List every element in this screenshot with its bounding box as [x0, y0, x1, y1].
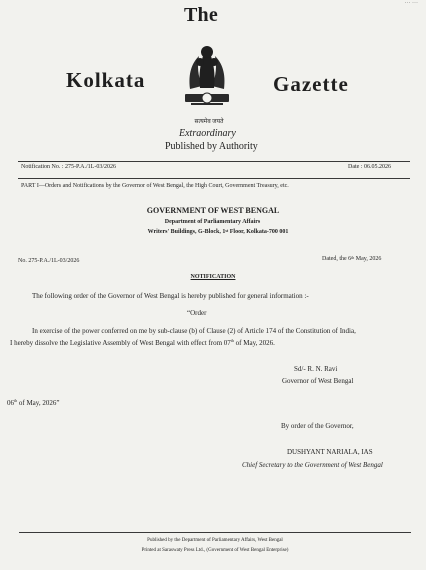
department-name: Department of Parliamentary Affairs — [164, 219, 261, 225]
government-name: GOVERNMENT OF WEST BENGAL — [146, 206, 280, 215]
by-order-text: By order of the Governor, — [281, 422, 354, 430]
corner-note: … … — [404, 0, 418, 5]
extraordinary-label: Extraordinary — [179, 128, 236, 139]
signatory-line-2: Governor of West Bengal — [282, 377, 354, 385]
part-text: PART I—Orders and Notifications by the Governor of West Bengal, the High Court, Government Treasury, etc. — [21, 183, 289, 189]
notification-number-label: Notification No. : 275-P.A./1L-03/2026 — [21, 164, 116, 170]
gazette-title-left: Kolkata — [66, 68, 146, 92]
intro-paragraph: The following order of the Governor of West Bengal is hereby published for general information :- — [32, 292, 309, 300]
top-rule — [18, 161, 410, 162]
order-heading: “Order — [187, 309, 207, 317]
state-emblem-icon — [178, 38, 236, 120]
notification-number: No. 275-P.A./1L-03/2026 — [18, 258, 80, 264]
published-by-authority: Published by Authority — [165, 141, 258, 152]
notification-date: Dated, the 6th May, 2026 — [322, 255, 382, 262]
order-line-2: I hereby dissolve the Legislative Assembly of West Bengal with effect from 07th of May, 2026. — [10, 338, 275, 347]
footer-rule — [19, 532, 411, 533]
order-line-1: In exercise of the power conferred on me by sub-clause (b) of Clause (2) of Article 174 of the Constitution of India, — [32, 327, 356, 335]
closing-date: 06th of May, 2026” — [7, 398, 60, 407]
officer-designation: Chief Secretary to the Government of West Bengal — [242, 461, 383, 469]
date-label: Date : 06.05.2026 — [348, 164, 391, 170]
notification-title: NOTIFICATION — [190, 274, 236, 280]
department-address: Writers' Buildings, G-Block, 1st Floor, Kolkata-700 001 — [147, 228, 289, 235]
gazette-title-top: The — [184, 4, 218, 26]
officer-name: DUSHYANT NARIALA, IAS — [287, 448, 373, 456]
gazette-title-right: Gazette — [273, 72, 349, 96]
footer-line-1: Published by the Department of Parliamentary Affairs, West Bengal — [147, 538, 283, 543]
footer-line-2: Printed at Saraswaty Press Ltd., (Government of West Bengal Enterprise) — [141, 548, 289, 553]
emblem-caption: सत्यमेव जयते — [194, 119, 224, 125]
signatory-line-1: Sd/- R. N. Ravi — [294, 365, 338, 373]
second-rule — [18, 178, 410, 179]
